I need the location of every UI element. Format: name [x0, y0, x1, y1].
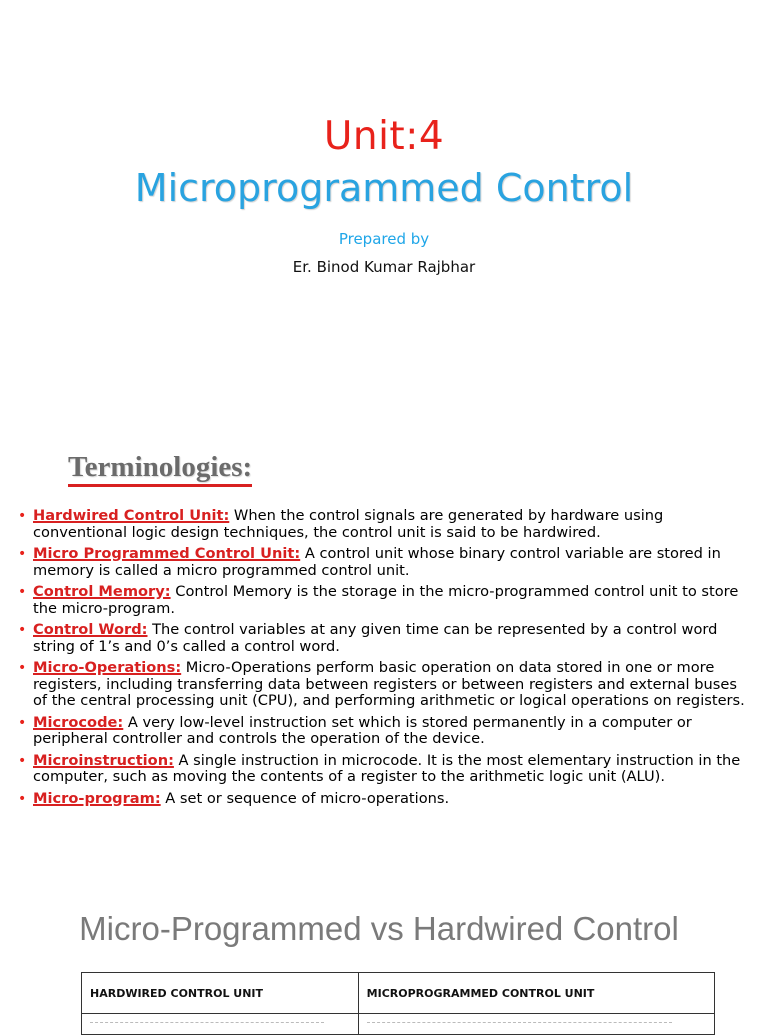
slide-main-title: Microprogrammed Control [134, 166, 634, 210]
terminologies-heading: Terminologies: [68, 452, 252, 487]
table-row [82, 1014, 715, 1035]
bullet-icon: • [18, 622, 27, 638]
list-item [18, 715, 753, 748]
list-item [18, 660, 753, 710]
bullet-icon: • [18, 790, 27, 807]
bullet-icon: • [18, 660, 27, 676]
title-slide [0, 0, 768, 420]
terminology-list [18, 508, 753, 812]
term-definition: Micro-Operations perform basic operation on data stored in one or more registers, including transferring data between registers or between registers and external buses of the central processing unit (CPU), and performing arithmetic or logical operations on registers. [33, 659, 745, 709]
term-definition: A set or sequence of micro-operations. [160, 789, 450, 807]
list-item [18, 791, 753, 808]
term-label: Micro-program: [33, 789, 161, 807]
table-header-hardwired: HARDWIRED CONTROL UNIT [82, 973, 359, 1014]
bullet-icon: • [18, 546, 27, 562]
term-label: Micro Programmed Control Unit: [33, 545, 301, 562]
term-definition: When the control signals are generated by hardware using conventional logic design techniques, the control unit is said to be hardwired. [33, 507, 664, 541]
table-cell [358, 1014, 714, 1035]
term-label: Control Word: [33, 621, 148, 638]
list-item [18, 622, 753, 655]
terminologies-slide [0, 420, 768, 880]
unit-title: Unit:4 [323, 114, 445, 159]
list-item [18, 546, 753, 579]
bullet-icon: • [18, 584, 27, 600]
comparison-heading: Micro-Programmed vs Hardwired Control [79, 910, 679, 947]
bullet-icon: • [18, 752, 27, 769]
term-label: Micro-Operations: [33, 659, 182, 676]
list-item [18, 584, 753, 617]
term-label: Hardwired Control Unit: [33, 507, 230, 524]
list-item [18, 753, 753, 786]
list-item [18, 508, 753, 541]
term-definition: Control Memory is the storage in the micro-programmed control unit to store the micro-program. [33, 583, 739, 617]
comparison-table [81, 972, 715, 1035]
table-header-microprogrammed: MICROPROGRAMMED CONTROL UNIT [358, 973, 714, 1014]
comparison-slide [0, 880, 768, 1024]
term-label: Microinstruction: [33, 751, 174, 769]
term-definition: A control unit whose binary control variable are stored in memory is called a micro programmed control unit. [33, 545, 721, 579]
term-definition: A single instruction in microcode. It is the most elementary instruction in the computer, such as moving the contents of a register to the arithmetic logic unit (ALU). [33, 751, 741, 785]
bullet-icon: • [18, 508, 27, 524]
table-header-row [82, 973, 715, 1014]
author-name: Er. Binod Kumar Rajbhar [292, 258, 476, 276]
term-label: Microcode: [33, 713, 124, 731]
term-definition: The control variables at any given time can be represented by a control word string of 1’s and 0’s called a control word. [33, 621, 718, 655]
term-label: Control Memory: [33, 583, 171, 600]
prepared-by-label: Prepared by [338, 230, 430, 248]
table-cell [82, 1014, 359, 1035]
term-definition: A very low-level instruction set which is stored permanently in a computer or peripheral controller and controls the operation of the device. [33, 713, 692, 747]
bullet-icon: • [18, 714, 27, 731]
